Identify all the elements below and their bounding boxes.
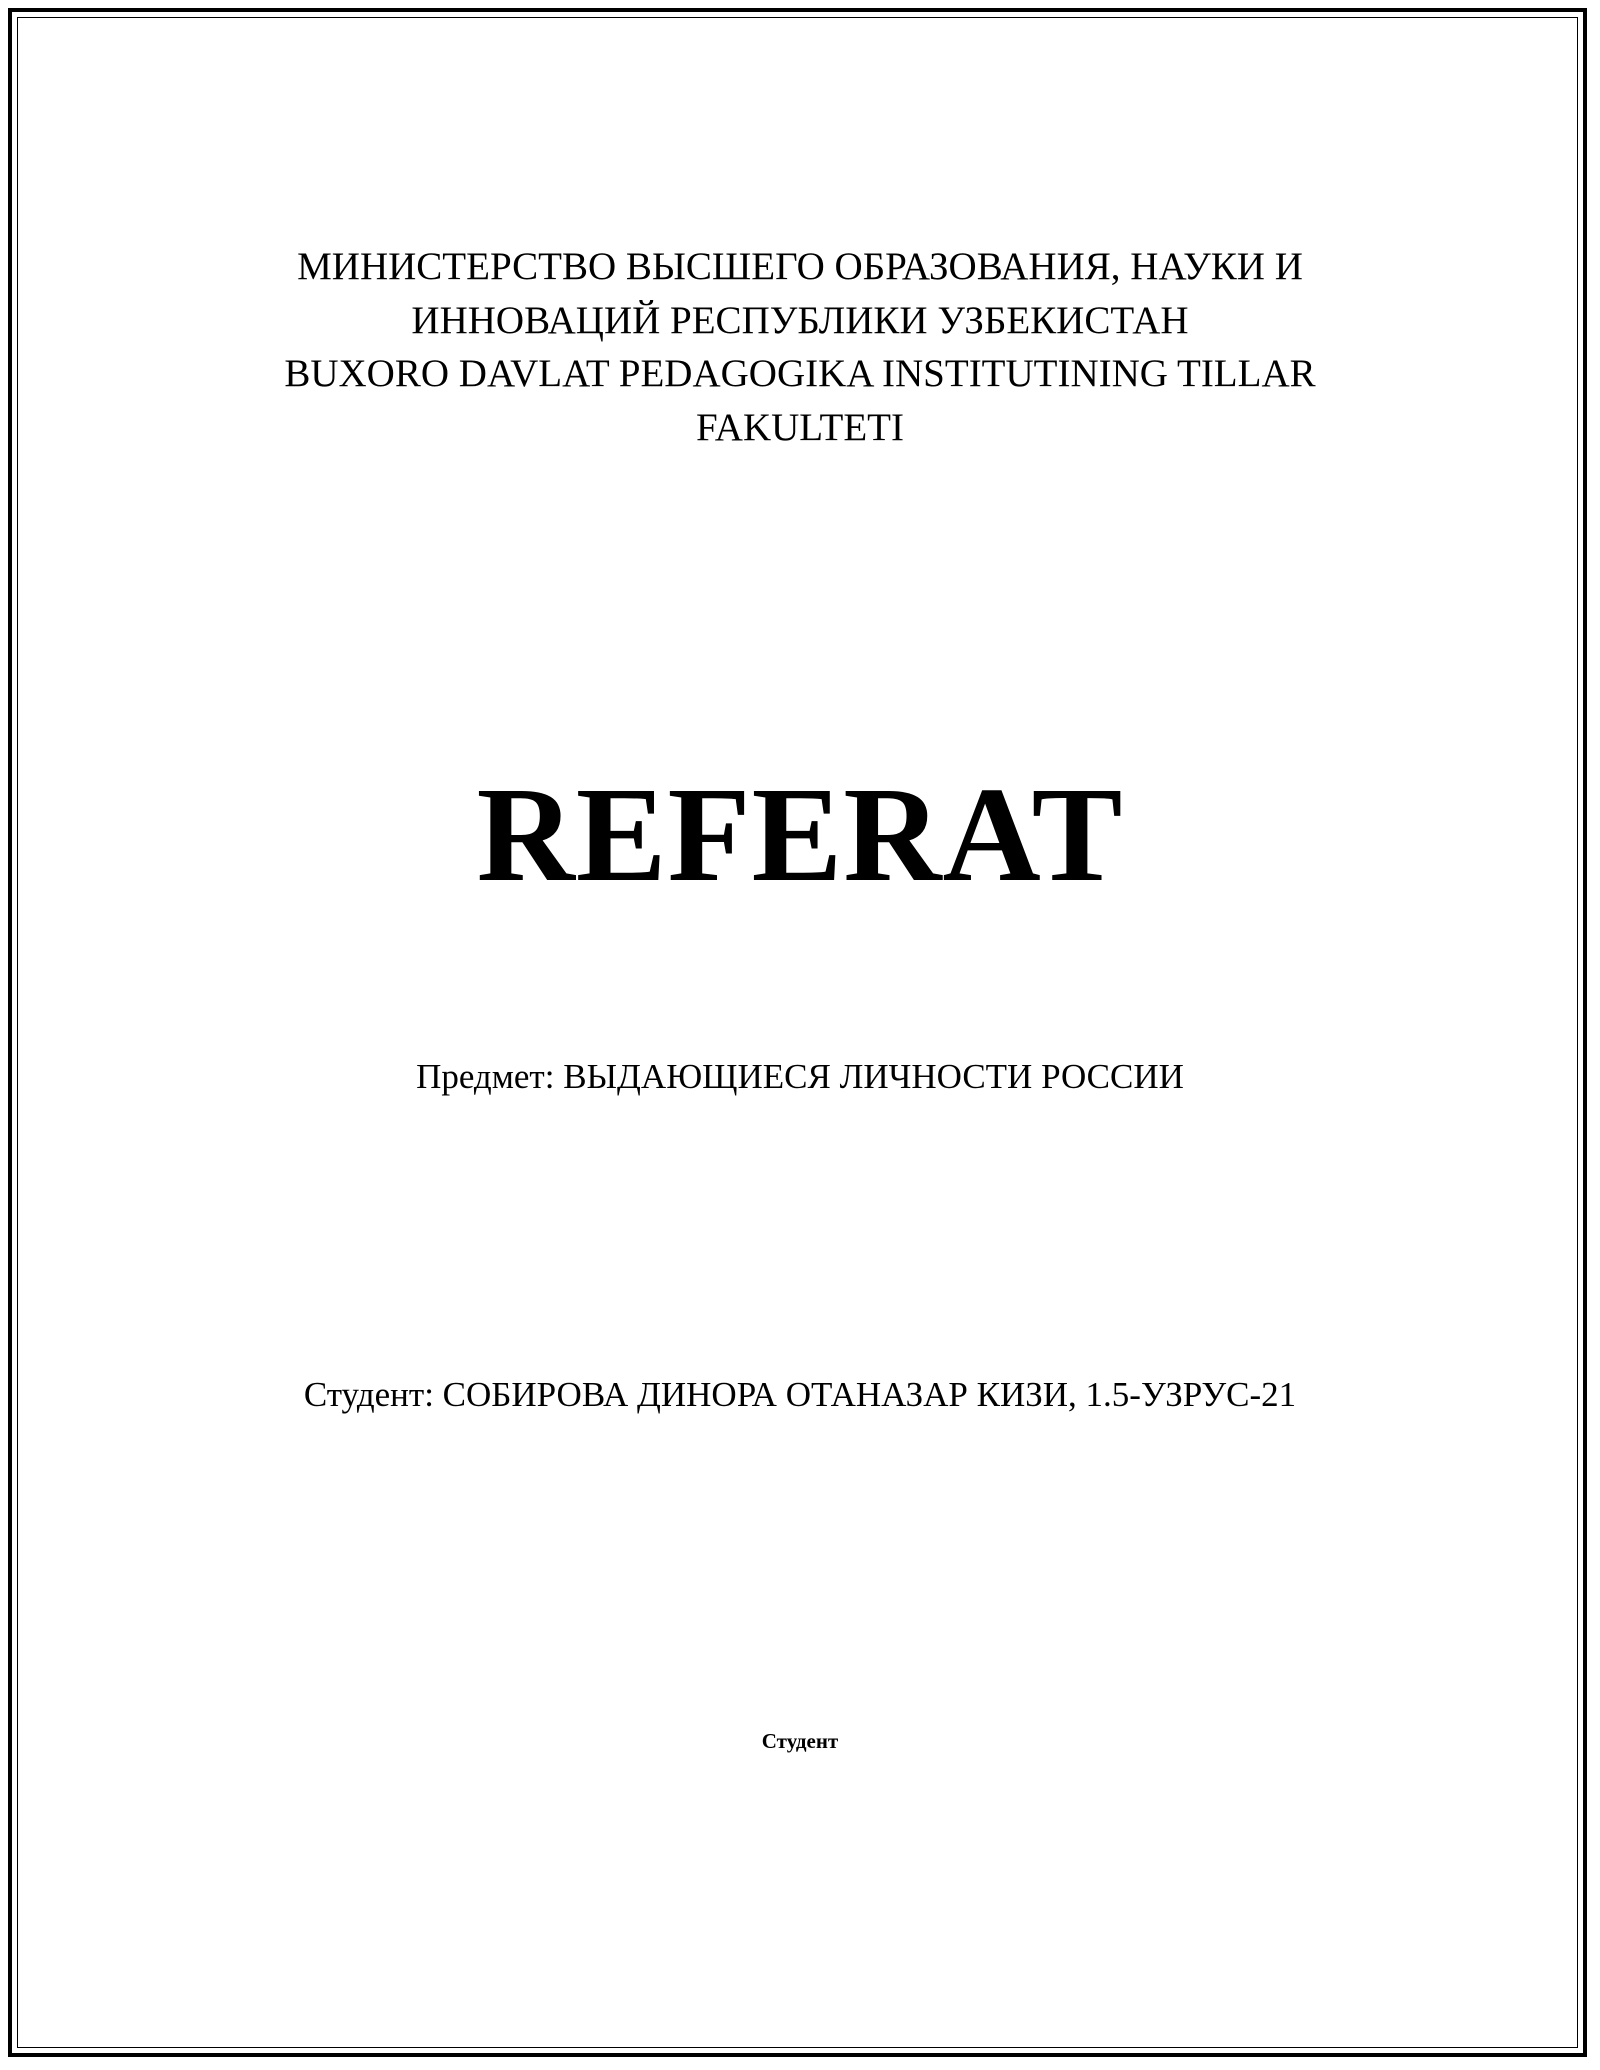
institution-header (0, 240, 1600, 454)
student-line: Студент: СОБИРОВА ДИНОРА ОТАНАЗАР КИЗИ, 1.5-УЗРУС-21 (303, 1375, 1297, 1414)
document-title: REFERAT (476, 760, 1124, 910)
header-line: FAKULTETI (696, 405, 904, 449)
footer-student-label: Студент (761, 1729, 839, 1753)
header-line: ИННОВАЦИЙ РЕСПУБЛИКИ УЗБЕКИСТАН (411, 298, 1189, 342)
subject-line: Предмет: ВЫДАЮЩИЕСЯ ЛИЧНОСТИ РОССИИ (416, 1057, 1184, 1096)
header-line: МИНИСТЕРСТВО ВЫСШЕГО ОБРАЗОВАНИЯ, НАУКИ И (297, 245, 1303, 288)
header-line: BUXORO DAVLAT PEDAGOGIKA INSTITUTINING TILLAR (284, 352, 1316, 395)
